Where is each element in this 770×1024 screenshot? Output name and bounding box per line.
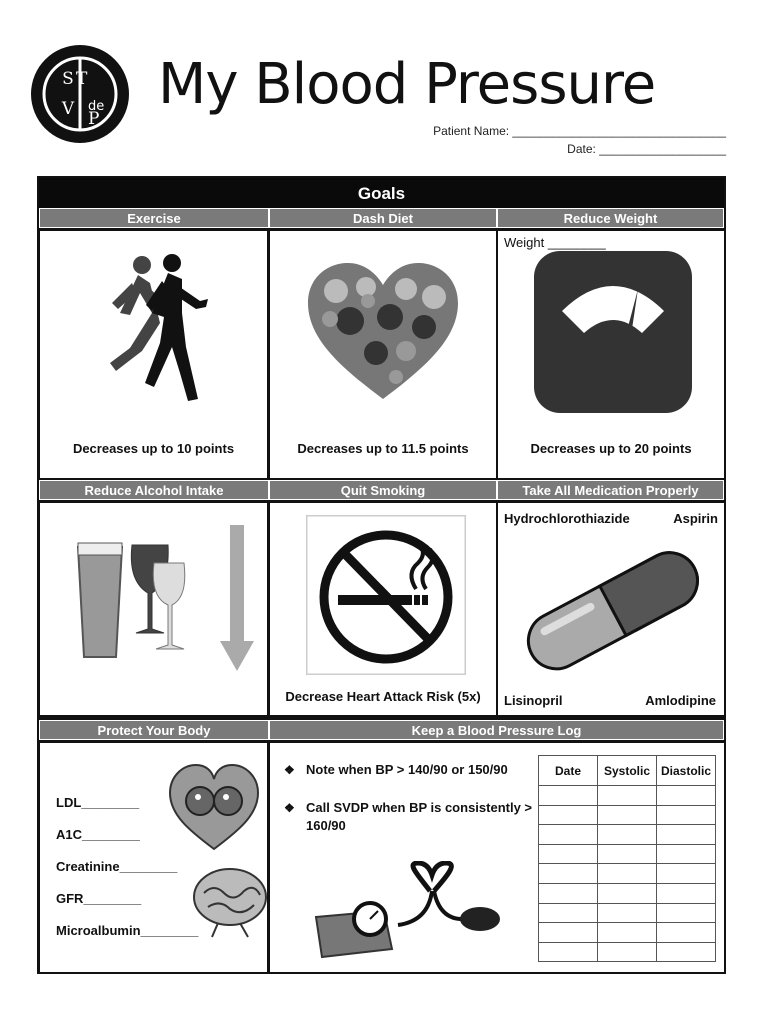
- weight-field[interactable]: Weight ________: [504, 235, 606, 250]
- log-cell-input[interactable]: [598, 903, 657, 923]
- microalbumin-field[interactable]: Microalbumin________: [56, 923, 199, 938]
- a1c-field[interactable]: A1C________: [56, 827, 140, 842]
- goals-sheet: [37, 176, 726, 974]
- protect-header: Protect Your Body: [39, 720, 269, 740]
- note-item: ❖ Call SVDP when BP is consistently > 160/90: [284, 800, 533, 833]
- protect-cell: [40, 743, 267, 972]
- smoking-caption: Decrease Heart Attack Risk (5x): [285, 689, 481, 704]
- log-cell-input[interactable]: [657, 825, 716, 845]
- systolic-column-header: Systolic: [598, 756, 657, 786]
- table-row: [539, 942, 716, 962]
- table-row: [539, 844, 716, 864]
- exercise-header: Exercise: [39, 208, 269, 228]
- log-header: Keep a Blood Pressure Log: [269, 720, 724, 740]
- log-cell-input[interactable]: [657, 903, 716, 923]
- diamond-bullet-icon: ❖: [284, 801, 295, 815]
- log-cell-input[interactable]: [598, 825, 657, 845]
- log-notes: [284, 761, 539, 855]
- bp-log-table: [538, 755, 716, 962]
- gfr-field[interactable]: GFR________: [56, 891, 142, 906]
- down-arrow-icon: [220, 525, 254, 671]
- log-cell-input[interactable]: [539, 903, 598, 923]
- table-row: [539, 786, 716, 806]
- hydrochlorothiazide-label: Hydrochlorothiazide: [504, 511, 630, 526]
- note-item: ❖ Note when BP > 140/90 or 150/90: [284, 762, 508, 777]
- table-row: [539, 923, 716, 943]
- brain-icon: [188, 863, 270, 939]
- log-cell-input[interactable]: [657, 883, 716, 903]
- reduce-weight-header: Reduce Weight: [497, 208, 724, 228]
- medication-header: Take All Medication Properly: [497, 480, 724, 500]
- creatinine-field[interactable]: Creatinine________: [56, 859, 178, 874]
- pill-capsule-icon: [514, 539, 710, 679]
- svg-text:de: de: [88, 99, 105, 114]
- aspirin-label: Aspirin: [673, 511, 718, 526]
- log-cell-input[interactable]: [539, 825, 598, 845]
- table-row: [539, 805, 716, 825]
- log-cell-input[interactable]: [598, 923, 657, 943]
- log-cell-input[interactable]: [657, 786, 716, 806]
- log-cell-input[interactable]: [539, 923, 598, 943]
- log-cell-input[interactable]: [539, 844, 598, 864]
- page-title: My Blood Pressure: [158, 52, 656, 117]
- scale-icon: [534, 251, 692, 413]
- exercise-caption: Decreases up to 10 points: [72, 441, 235, 456]
- log-cell-input[interactable]: [539, 942, 598, 962]
- blood-pressure-cuff-icon: [314, 861, 504, 961]
- table-row: [539, 883, 716, 903]
- log-cell-input[interactable]: [657, 942, 716, 962]
- drinks-icon: [76, 541, 186, 661]
- log-cell-input[interactable]: [657, 923, 716, 943]
- table-row: [539, 864, 716, 884]
- svg-text:V: V: [61, 99, 75, 119]
- date-field[interactable]: Date: ___________________: [567, 142, 726, 156]
- svdp-logo: [30, 44, 130, 144]
- svg-text:P: P: [88, 109, 100, 129]
- log-cell-input[interactable]: [539, 864, 598, 884]
- goals-title: Goals: [39, 178, 724, 208]
- log-cell-input[interactable]: [539, 883, 598, 903]
- smoking-header: Quit Smoking: [269, 480, 497, 500]
- dash-diet-caption: Decreases up to 11.5 points: [297, 441, 469, 456]
- diamond-bullet-icon: ❖: [284, 763, 295, 777]
- log-cell-input[interactable]: [598, 805, 657, 825]
- runners-icon: [90, 253, 220, 403]
- log-cell-input[interactable]: [657, 864, 716, 884]
- log-cell-input[interactable]: [598, 844, 657, 864]
- log-cell-input[interactable]: [657, 805, 716, 825]
- dash-diet-header: Dash Diet: [269, 208, 497, 228]
- log-cell-input[interactable]: [598, 786, 657, 806]
- table-row: [539, 903, 716, 923]
- dash-diet-cell: [270, 231, 496, 478]
- log-cell: [270, 743, 724, 972]
- fruit-heart-icon: [306, 261, 460, 401]
- exercise-cell: [40, 231, 267, 478]
- no-smoking-icon: [306, 515, 466, 675]
- alcohol-header: Reduce Alcohol Intake: [39, 480, 269, 500]
- date-column-header: Date: [539, 756, 598, 786]
- kidney-heart-icon: [166, 761, 262, 853]
- diastolic-column-header: Diastolic: [657, 756, 716, 786]
- patient-name-field[interactable]: Patient Name: ________________________________: [433, 124, 726, 138]
- alcohol-cell: [40, 503, 267, 715]
- log-cell-input[interactable]: [598, 883, 657, 903]
- smoking-cell: [270, 503, 496, 715]
- lisinopril-label: Lisinopril: [504, 693, 563, 708]
- log-cell-input[interactable]: [598, 942, 657, 962]
- log-cell-input[interactable]: [539, 786, 598, 806]
- amlodipine-label: Amlodipine: [645, 693, 716, 708]
- log-cell-input[interactable]: [657, 844, 716, 864]
- log-cell-input[interactable]: [598, 864, 657, 884]
- svg-text:T: T: [76, 69, 88, 89]
- reduce-weight-caption: Decreases up to 20 points: [530, 441, 692, 456]
- log-cell-input[interactable]: [539, 805, 598, 825]
- table-row: [539, 825, 716, 845]
- ldl-field[interactable]: LDL________: [56, 795, 140, 810]
- medication-cell: [498, 503, 724, 715]
- reduce-weight-cell: [498, 231, 724, 478]
- svg-text:S: S: [62, 69, 74, 89]
